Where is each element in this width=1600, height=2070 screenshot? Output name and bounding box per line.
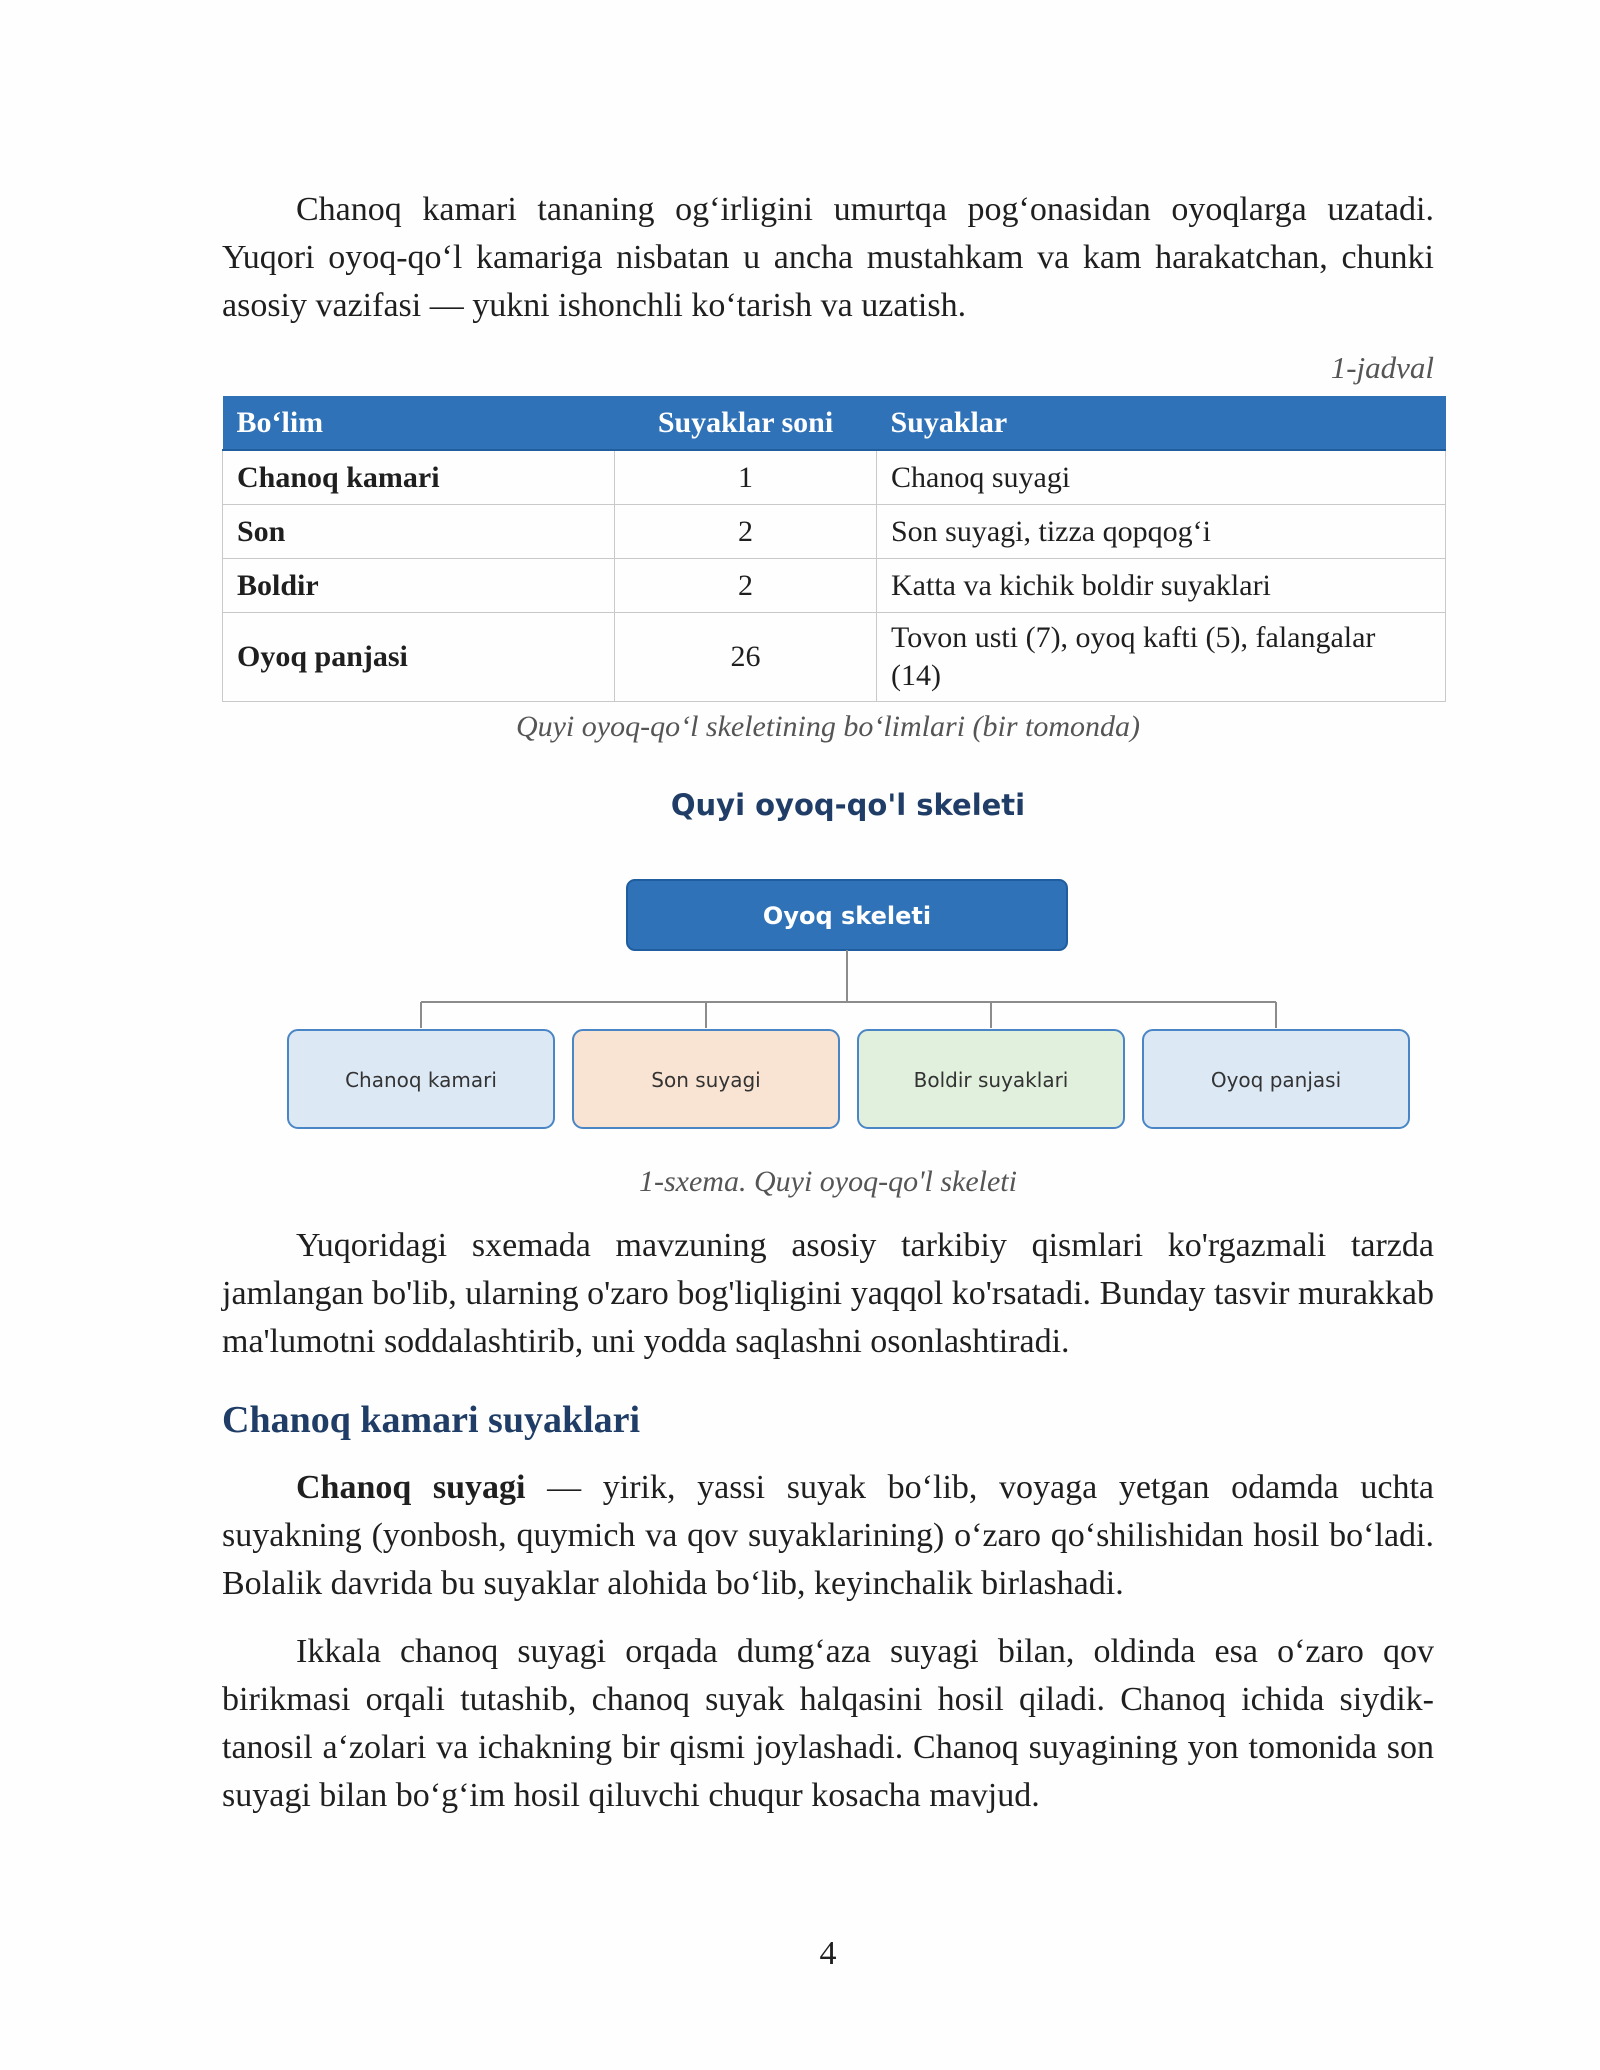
diagram-title: Quyi oyoq-qo'l skeleti bbox=[670, 788, 1026, 822]
diagram-paragraph: Yuqoridagi sxemada mavzuning asosiy tarkibiy qismlari ko'rgazmali tarzda jamlangan bo'lib, ularning o'zaro bog'liqligini yaqqol ko'rsatadi. Bunday tasvir murakkab ma'lumotni soddalashtirib, uni yodda saqlashni osonlashtiradi. bbox=[222, 1227, 1434, 1360]
pelvic-bone-paragraph bbox=[222, 1464, 1434, 1608]
table-caption: Quyi oyoq-qo‘l skeletining bo‘limlari (bir tomonda) bbox=[515, 710, 1141, 743]
cell-section: Boldir bbox=[223, 559, 615, 613]
pelvis-paragraph: Ikkala chanoq suyagi orqada dumg‘aza suyagi bilan, oldinda esa o‘zaro qov birikmasi orqali tutashib, chanoq suyak halqasini hosil qiladi. Chanoq ichida siydik-tanosil a‘zolari va ichakning bir qismi joylashadi. Chanoq suyagining yon tomonida son suyagi bilan bo‘g‘im hosil qiluvchi chuqur kosacha mavjud. bbox=[222, 1633, 1434, 1814]
table-row bbox=[223, 450, 1446, 505]
cell-count: 26 bbox=[615, 613, 877, 702]
table-header-row bbox=[223, 396, 1446, 450]
child-node-label: Son suyagi bbox=[651, 1068, 761, 1092]
bones-table bbox=[222, 396, 1446, 702]
table-row bbox=[223, 613, 1446, 702]
child-node-label: Boldir suyaklari bbox=[913, 1068, 1069, 1092]
section-heading: Chanoq kamari suyaklari bbox=[222, 1399, 641, 1441]
diagram-caption: 1-sxema. Quyi oyoq-qo'l skeleti bbox=[639, 1165, 1017, 1198]
table-row bbox=[223, 559, 1446, 613]
header-bones: Suyaklar bbox=[877, 396, 1446, 450]
table-row bbox=[223, 505, 1446, 559]
cell-section: Chanoq kamari bbox=[223, 450, 615, 505]
term-bold: Chanoq suyagi bbox=[296, 1469, 526, 1506]
cell-count: 1 bbox=[615, 450, 877, 505]
skeleton-diagram bbox=[222, 780, 1444, 1140]
cell-section: Oyoq panjasi bbox=[223, 613, 615, 702]
cell-bones: Son suyagi, tizza qopqog‘i bbox=[877, 505, 1446, 559]
cell-section: Son bbox=[223, 505, 615, 559]
cell-count: 2 bbox=[615, 505, 877, 559]
header-count: Suyaklar soni bbox=[615, 396, 877, 450]
cell-bones: Katta va kichik boldir suyaklari bbox=[877, 559, 1446, 613]
cell-count: 2 bbox=[615, 559, 877, 613]
cell-bones: Chanoq suyagi bbox=[877, 450, 1446, 505]
term-definition: — yirik, yassi suyak bo‘lib, voyaga yetgan odamda uchta suyakning (yonbosh, quymich va qov suyaklarining) o‘zaro qo‘shilishidan hosil bo‘ladi. Bolalik davrida bu suyaklar alohida bo‘lib, keyinchalik birlashadi. bbox=[222, 1469, 1434, 1602]
child-node-label: Chanoq kamari bbox=[345, 1068, 497, 1092]
cell-bones: Tovon usti (7), oyoq kafti (5), falangalar (14) bbox=[877, 613, 1446, 702]
table-label: 1-jadval bbox=[1330, 350, 1434, 385]
page-number: 4 bbox=[819, 1935, 837, 1972]
root-node-label: Oyoq skeleti bbox=[762, 902, 932, 930]
child-node-label: Oyoq panjasi bbox=[1210, 1068, 1342, 1092]
intro-paragraph: Chanoq kamari tananing og‘irligini umurtqa pog‘onasidan oyoqlarga uzatadi. Yuqori oyoq-qo‘l kamariga nisbatan u ancha mustahkam va kam harakatchan, chunki asosiy vazifasi — yukni ishonchli ko‘tarish va uzatish. bbox=[222, 191, 1434, 324]
header-section: Bo‘lim bbox=[223, 396, 615, 450]
